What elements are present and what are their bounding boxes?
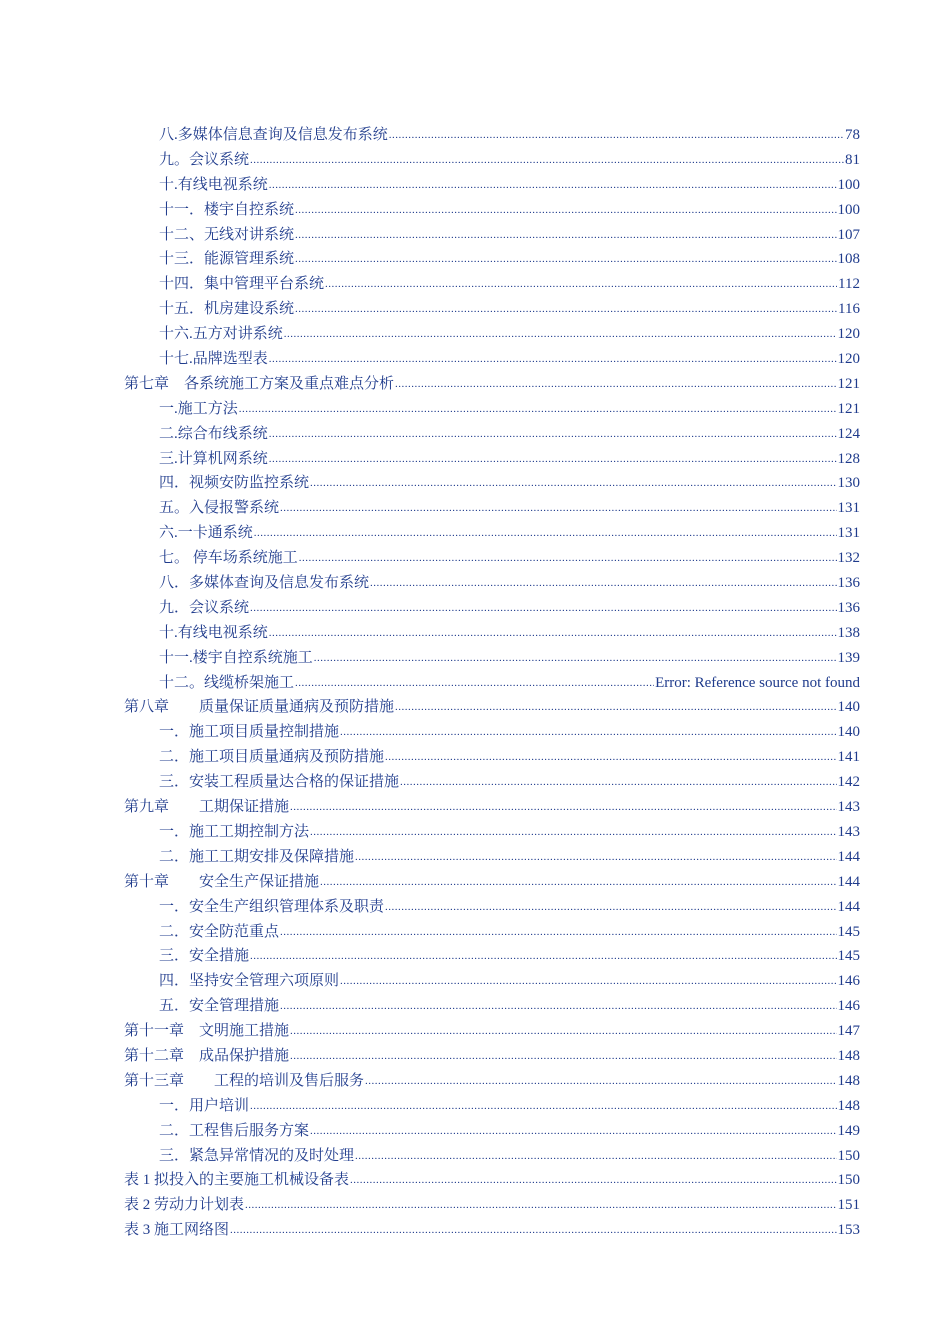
toc-section-entry[interactable] — [124, 471, 860, 496]
toc-dot-leader — [290, 794, 836, 820]
toc-entry-page-number: 100 — [837, 176, 860, 193]
toc-dot-leader — [385, 894, 836, 920]
toc-section-entry[interactable] — [124, 198, 860, 223]
toc-entry-page-number: 148 — [837, 1097, 860, 1114]
toc-entry-page-number: 124 — [837, 425, 860, 442]
toc-entry-label: 第十一章 文明施工措施 — [124, 1023, 290, 1040]
toc-entry-page-number: 128 — [837, 450, 860, 467]
toc-dot-leader — [385, 744, 836, 770]
toc-entry-label: 十六.五方对讲系统 — [159, 326, 283, 343]
toc-entry-page-number: 81 — [845, 151, 860, 168]
toc-entry-page-number: 143 — [837, 823, 860, 840]
toc-entry-page-number: 145 — [837, 948, 860, 965]
toc-entry-page-number: 107 — [837, 226, 860, 243]
toc-dot-leader — [290, 1043, 836, 1069]
toc-section-entry[interactable] — [124, 297, 860, 322]
toc-entry-label: 一．施工项目质量控制措施 — [159, 724, 340, 741]
toc-entry-label: 五。入侵报警系统 — [159, 500, 280, 517]
toc-entry-label: 十一.楼宇自控系统施工 — [159, 649, 313, 666]
toc-section-entry[interactable] — [124, 944, 860, 969]
toc-entry-page-number: 144 — [837, 898, 860, 915]
toc-dot-leader — [370, 570, 836, 596]
toc-section-entry[interactable] — [124, 347, 860, 372]
toc-chapter-entry[interactable] — [124, 870, 860, 895]
toc-entry-page-number: 149 — [837, 1122, 860, 1139]
toc-dot-leader — [280, 993, 836, 1019]
toc-dot-leader — [395, 371, 836, 397]
toc-entry-page-number: 140 — [837, 724, 860, 741]
toc-entry-label: 第十二章 成品保护措施 — [124, 1047, 290, 1064]
toc-chapter-entry[interactable] — [124, 1044, 860, 1069]
toc-dot-leader — [340, 968, 836, 994]
toc-entry-label: 七。 停车场系统施工 — [159, 550, 298, 567]
toc-entry-page-number: 120 — [837, 326, 860, 343]
toc-dot-leader — [395, 694, 836, 720]
toc-entry-page-number: 151 — [837, 1197, 860, 1214]
toc-entry-label: 二．工程售后服务方案 — [159, 1122, 310, 1139]
toc-entry-page-number: 136 — [837, 599, 860, 616]
toc-entry-label: 四．视频安防监控系统 — [159, 475, 310, 492]
toc-dot-leader — [290, 1018, 836, 1044]
toc-section-entry[interactable] — [124, 322, 860, 347]
toc-entry-page-number: 116 — [838, 301, 860, 318]
toc-section-entry[interactable] — [124, 123, 860, 148]
toc-section-entry[interactable] — [124, 223, 860, 248]
toc-entry-page-number: 100 — [837, 201, 860, 218]
toc-section-entry[interactable] — [124, 969, 860, 994]
toc-entry-label: 表 2 劳动力计划表 — [124, 1197, 245, 1214]
toc-dot-leader — [250, 943, 836, 969]
toc-entry-label: 十三．能源管理系统 — [159, 251, 295, 268]
toc-entry-label: 三．安全措施 — [159, 948, 250, 965]
toc-section-entry[interactable] — [124, 646, 860, 671]
toc-chapter-entry[interactable] — [124, 1193, 860, 1218]
toc-dot-leader — [389, 122, 844, 148]
toc-dot-leader — [310, 470, 836, 496]
toc-dot-leader — [325, 271, 837, 297]
toc-entry-page-number: 144 — [837, 848, 860, 865]
toc-section-entry[interactable] — [124, 571, 860, 596]
toc-section-entry[interactable] — [124, 895, 860, 920]
toc-entry-label: 二．施工工期安排及保障措施 — [159, 848, 355, 865]
toc-entry-label: 三．安装工程质量达合格的保证措施 — [159, 774, 400, 791]
toc-section-entry[interactable] — [124, 148, 860, 173]
toc-entry-label: 九。会议系统 — [159, 151, 250, 168]
toc-entry-label: 八.多媒体信息查询及信息发布系统 — [159, 127, 388, 143]
toc-entry-page-number: 146 — [837, 973, 860, 990]
toc-entry-label: 三.计算机网系统 — [159, 450, 268, 467]
toc-entry-page-number: 121 — [837, 400, 860, 417]
toc-dot-leader — [310, 1118, 836, 1144]
toc-entry-label: 九．会议系统 — [159, 599, 250, 616]
toc-entry-page-number: 140 — [837, 699, 860, 716]
toc-dot-leader — [295, 222, 836, 248]
toc-entry-label: 二.综合布线系统 — [159, 425, 268, 442]
toc-entry-page-number: 150 — [837, 1172, 860, 1189]
toc-dot-leader — [269, 620, 837, 646]
toc-entry-page-number: 143 — [837, 799, 860, 816]
toc-section-entry[interactable] — [124, 820, 860, 845]
toc-entry-label: 第八章 质量保证质量通病及预防措施 — [124, 699, 395, 716]
toc-dot-leader — [295, 670, 654, 696]
toc-dot-leader — [250, 147, 844, 173]
toc-dot-leader — [299, 545, 837, 571]
toc-entry-label: 第九章 工期保证措施 — [124, 799, 290, 816]
toc-entry-label: 五．安全管理措施 — [159, 998, 280, 1015]
toc-dot-leader — [295, 197, 836, 223]
toc-section-entry[interactable] — [124, 671, 860, 696]
toc-entry-label: 十七.品牌选型表 — [159, 351, 268, 368]
toc-section-entry[interactable] — [124, 546, 860, 571]
toc-entry-label: 第七章 各系统施工方案及重点难点分析 — [124, 375, 395, 392]
toc-entry-page-number: 132 — [837, 550, 860, 567]
toc-entry-page-number: 141 — [837, 749, 860, 766]
toc-entry-label: 二．施工项目质量通病及预防措施 — [159, 749, 385, 766]
toc-section-entry[interactable] — [124, 1119, 860, 1144]
toc-entry-page-number: 136 — [837, 575, 860, 592]
toc-section-entry[interactable] — [124, 521, 860, 546]
toc-entry-page-number: 131 — [837, 500, 860, 517]
toc-dot-leader — [245, 1192, 836, 1218]
toc-entry-label: 一．用户培训 — [159, 1097, 250, 1114]
toc-dot-leader — [269, 421, 837, 447]
toc-entry-page-number: 142 — [837, 774, 860, 791]
toc-section-entry[interactable] — [124, 1144, 860, 1169]
toc-entry-label: 一．安全生产组织管理体系及职责 — [159, 898, 385, 915]
toc-entry-label: 十四．集中管理平台系统 — [159, 276, 325, 293]
toc-dot-leader — [365, 1068, 836, 1094]
toc-section-entry[interactable] — [124, 770, 860, 795]
toc-entry-page-number: 108 — [837, 251, 860, 268]
toc-entry-page-number: 112 — [838, 276, 860, 293]
toc-chapter-entry[interactable] — [124, 372, 860, 397]
toc-entry-label: 表 3 施工网络图 — [124, 1222, 230, 1239]
toc-section-entry[interactable] — [124, 920, 860, 945]
toc-entry-page-number: 150 — [837, 1147, 860, 1164]
toc-section-entry[interactable] — [124, 621, 860, 646]
toc-section-entry[interactable] — [124, 447, 860, 472]
toc-section-entry[interactable] — [124, 745, 860, 770]
toc-dot-leader — [254, 520, 837, 546]
toc-dot-leader — [250, 595, 836, 621]
toc-dot-leader — [350, 1167, 836, 1193]
toc-chapter-entry[interactable] — [124, 695, 860, 720]
toc-entry-label: 表 1 拟投入的主要施工机械设备表 — [124, 1172, 350, 1189]
toc-chapter-entry[interactable] — [124, 1069, 860, 1094]
toc-entry-page-number: 138 — [837, 624, 860, 641]
table-of-contents — [124, 123, 860, 1243]
toc-dot-leader — [269, 446, 837, 472]
toc-dot-leader — [269, 346, 837, 372]
toc-section-entry[interactable] — [124, 596, 860, 621]
toc-entry-page-number: 120 — [837, 351, 860, 368]
toc-section-entry[interactable] — [124, 397, 860, 422]
toc-entry-page-number: 147 — [837, 1023, 860, 1040]
toc-chapter-entry[interactable] — [124, 1218, 860, 1243]
toc-chapter-entry[interactable] — [124, 1019, 860, 1044]
toc-entry-label: 六.一卡通系统 — [159, 525, 253, 542]
toc-chapter-entry[interactable] — [124, 1168, 860, 1193]
toc-entry-page-number: 121 — [837, 375, 860, 392]
toc-entry-label: 四．坚持安全管理六项原则 — [159, 973, 340, 990]
toc-section-entry[interactable] — [124, 845, 860, 870]
toc-dot-leader — [400, 769, 836, 795]
toc-section-entry[interactable] — [124, 496, 860, 521]
toc-entry-page-number: Error: Reference source not found — [655, 674, 860, 691]
toc-dot-leader — [239, 396, 837, 422]
toc-entry-page-number: 146 — [837, 998, 860, 1015]
toc-dot-leader — [320, 869, 836, 895]
toc-dot-leader — [310, 819, 836, 845]
toc-chapter-entry[interactable] — [124, 795, 860, 820]
toc-entry-page-number: 78 — [845, 127, 860, 143]
toc-entry-label: 十二。线缆桥架施工 — [159, 674, 295, 691]
toc-section-entry[interactable] — [124, 720, 860, 745]
toc-entry-label: 第十三章 工程的培训及售后服务 — [124, 1072, 365, 1089]
toc-dot-leader — [355, 1143, 836, 1169]
toc-entry-label: 一.施工方法 — [159, 400, 238, 417]
toc-dot-leader — [314, 645, 837, 671]
toc-section-entry[interactable] — [124, 422, 860, 447]
toc-entry-label: 十.有线电视系统 — [159, 624, 268, 641]
toc-entry-page-number: 148 — [837, 1047, 860, 1064]
toc-dot-leader — [280, 495, 836, 521]
toc-entry-label: 十五．机房建设系统 — [159, 301, 295, 318]
toc-dot-leader — [250, 1093, 836, 1119]
toc-dot-leader — [230, 1217, 836, 1243]
toc-entry-page-number: 153 — [837, 1222, 860, 1239]
toc-entry-label: 第十章 安全生产保证措施 — [124, 873, 320, 890]
toc-entry-page-number: 148 — [837, 1072, 860, 1089]
toc-entry-page-number: 130 — [837, 475, 860, 492]
toc-section-entry[interactable] — [124, 272, 860, 297]
toc-dot-leader — [269, 172, 837, 198]
toc-entry-label: 十一．楼宇自控系统 — [159, 201, 295, 218]
toc-entry-page-number: 144 — [837, 873, 860, 890]
toc-dot-leader — [340, 719, 836, 745]
toc-entry-page-number: 145 — [837, 923, 860, 940]
toc-entry-label: 一．施工工期控制方法 — [159, 823, 310, 840]
toc-dot-leader — [295, 246, 836, 272]
toc-entry-page-number: 131 — [837, 525, 860, 542]
toc-dot-leader — [280, 919, 836, 945]
toc-dot-leader — [295, 296, 837, 322]
toc-section-entry[interactable] — [124, 247, 860, 272]
toc-section-entry[interactable] — [124, 173, 860, 198]
toc-entry-page-number: 139 — [837, 649, 860, 666]
toc-entry-label: 二．安全防范重点 — [159, 923, 280, 940]
toc-entry-label: 十二、无线对讲系统 — [159, 226, 295, 243]
toc-dot-leader — [355, 844, 836, 870]
toc-section-entry[interactable] — [124, 1094, 860, 1119]
toc-entry-label: 八．多媒体查询及信息发布系统 — [159, 575, 370, 592]
toc-section-entry[interactable] — [124, 994, 860, 1019]
toc-entry-label: 三．紧急异常情况的及时处理 — [159, 1147, 355, 1164]
toc-entry-label: 十.有线电视系统 — [159, 176, 268, 193]
toc-dot-leader — [284, 321, 837, 347]
